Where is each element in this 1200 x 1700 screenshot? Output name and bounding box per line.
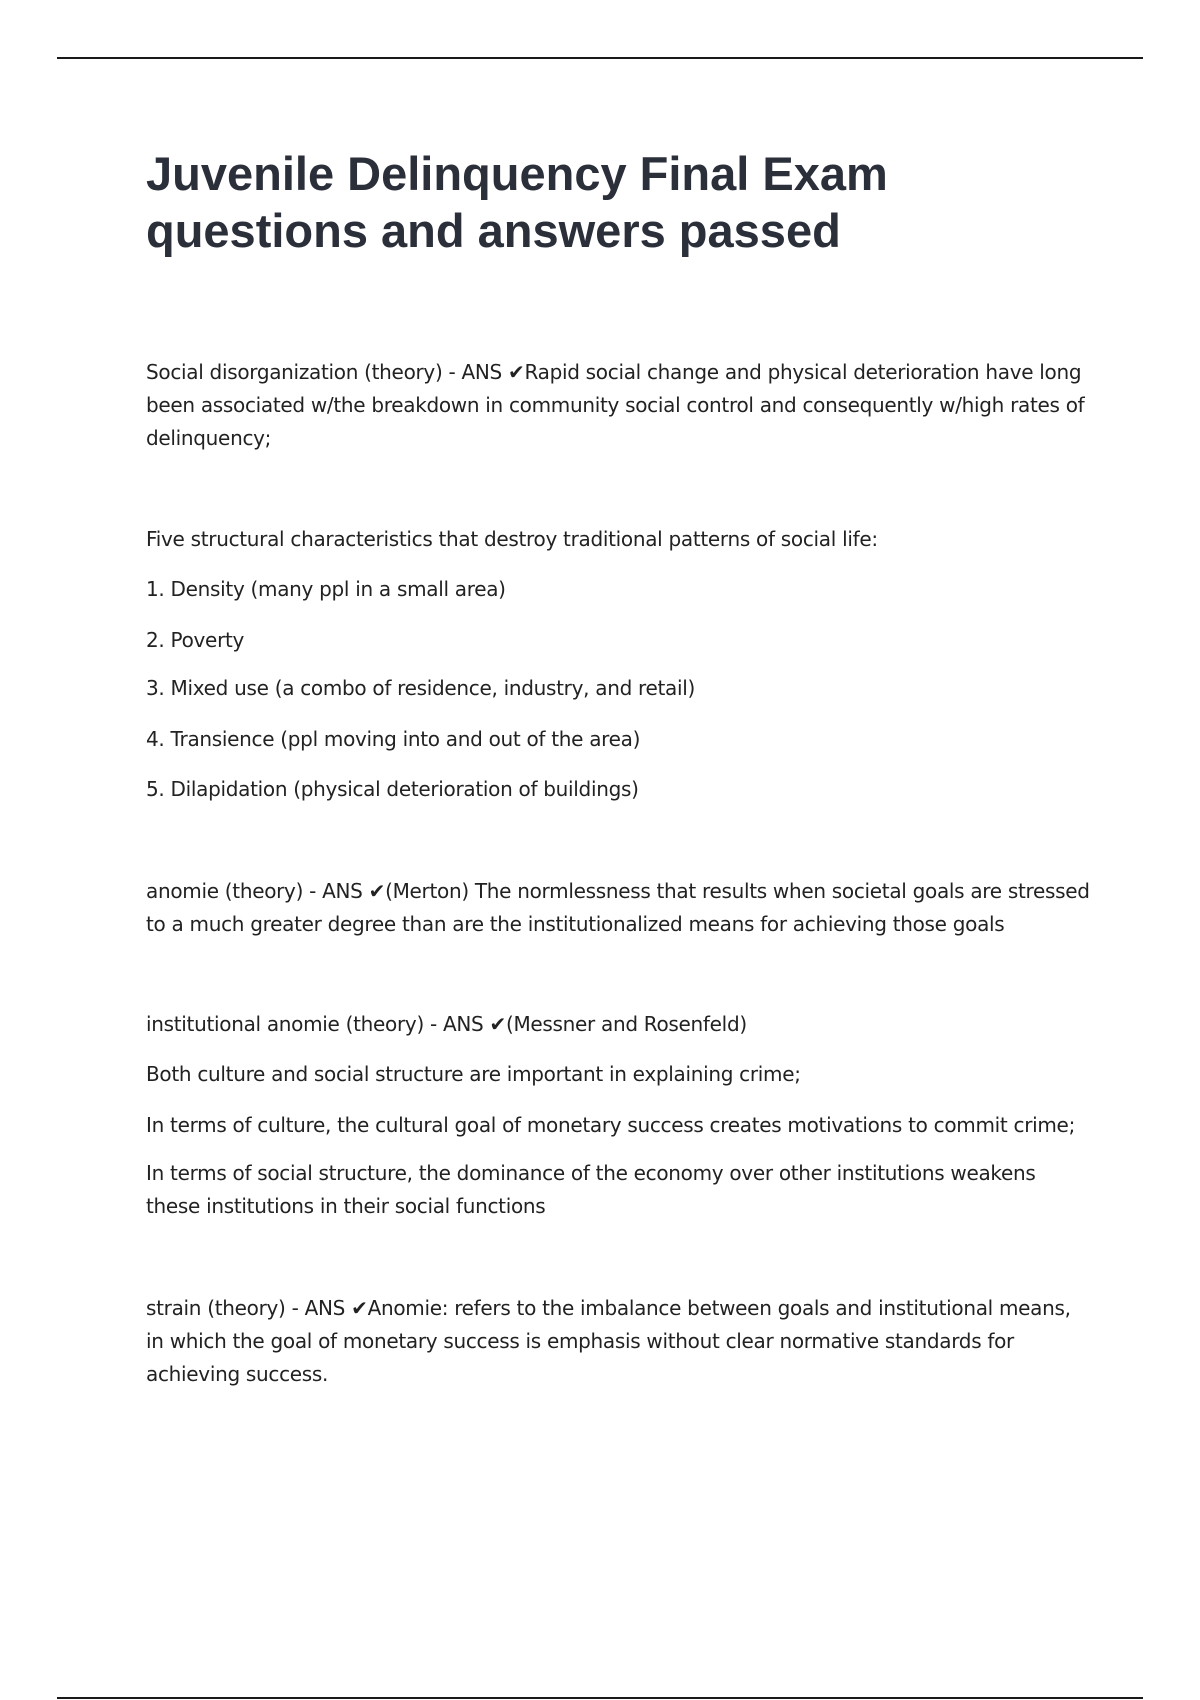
list-item: 2. Poverty [146,628,245,652]
entry-line: In terms of social structure, the dominance of the economy over other institutions weakens these institutions in their social functions [146,1161,1036,1218]
entry-strain [146,1292,1091,1391]
entry-term: strain (theory) - ANS [146,1296,346,1320]
list-item: 3. Mixed use (a combo of residence, industry, and retail) [146,676,696,700]
entry-term: Social disorganization (theory) - ANS [146,360,502,384]
entry-answer: Anomie: refers to the imbalance between goals and institutional means, in which the goal of monetary success is emphasis without clear normative standards for achieving success. [146,1296,1071,1386]
top-divider [57,57,1143,59]
page-title: Juvenile Delinquency Final Exam questions and answers passed [146,147,888,257]
check-icon: ✔ [508,360,525,384]
entry-line: In terms of culture, the cultural goal of monetary success creates motivations to commit crime; [146,1113,1076,1137]
bottom-divider [57,1697,1143,1699]
entry-social-disorganization [146,356,1091,455]
list-item: 5. Dilapidation (physical deterioration of buildings) [146,777,639,801]
list-item: 1. Density (many ppl in a small area) [146,577,506,601]
entry-term: institutional anomie (theory) - ANS [146,1012,484,1036]
check-icon: ✔ [489,1012,506,1036]
entry-answer: (Merton) The normlessness that results when societal goals are stressed to a much greater degree than are the institutionalized means for achieving those goals [146,879,1090,936]
entry-line: Both culture and social structure are important in explaining crime; [146,1062,801,1086]
list-heading: Five structural characteristics that destroy traditional patterns of social life: [146,527,878,551]
check-icon: ✔ [368,879,386,903]
entry-answer: (Messner and Rosenfeld) [505,1012,747,1036]
entry-institutional-anomie [146,1008,1091,1041]
entry-anomie [146,875,1091,941]
entry-answer: Rapid social change and physical deterioration have long been associated w/the breakdown in community social control and consequently w/high rates of delinquency; [146,360,1085,450]
list-item: 4. Transience (ppl moving into and out of the area) [146,727,641,751]
check-icon: ✔ [351,1296,368,1320]
entry-term: anomie (theory) - ANS [146,879,363,903]
